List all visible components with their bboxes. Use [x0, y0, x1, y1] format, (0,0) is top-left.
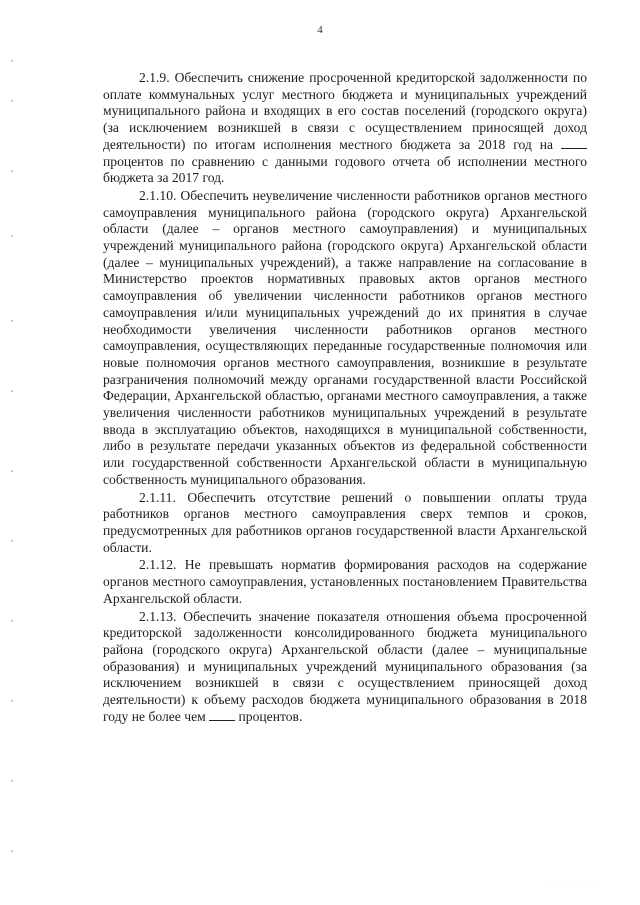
paragraph-2-1-13 — [103, 609, 587, 726]
paragraph-text: процентов. — [238, 708, 303, 724]
scan-footer-marks: · · · · · · · — [547, 883, 600, 891]
scan-margin-marks — [11, 60, 15, 860]
paragraph-text: процентов по сравнению с данными годового отчета об исполнении местного бюджета за 2017 год. — [103, 153, 587, 186]
paragraph-text: 2.1.9. Обеспечить снижение просроченной кредиторской задолженности по оплате коммунальных услуг местного бюджета и муниципальных учреждений муниципального района и входящих в его состав поселений (городского округа) (за исключением возникшей в связи с осуществлением приносящей доход деятельности) по итогам исполнения местного бюджета за 2018 год на — [103, 70, 587, 152]
document-body — [103, 70, 587, 725]
paragraph-2-1-12: 2.1.12. Не превышать норматив формирования расходов на содержание органов местного самоуправления, установленных постановлением Правительства Архангельской области. — [103, 557, 587, 606]
fill-in-blank — [561, 137, 587, 149]
paragraph-2-1-10: 2.1.10. Обеспечить неувеличение численности работников органов местного самоуправления муниципального района (городского округа) Архангельской области (далее – органов местного самоуправления) и муниципальных учреждений муниципального района (городского округа) Архангельской области (далее – муниципальных учреждений), а также направление на согласование в Министерство проектов нормативных правовых актов органов местного самоуправления об увеличении численности работников органов местного самоуправления и/или муниципальных учреждений до их принятия в случае необходимости увеличения численности работников органов местного самоуправления, осуществляющих переданные государственные полномочия или новые полномочия органов местного самоуправления, возникшие в результате разграничения полномочий между органами государственной власти Российской Федерации, Архангельской областью, органами местного самоуправления, а также увеличения численности работников муниципальных учреждений в результате ввода в эксплуатацию объектов, находящихся в муниципальной собственности, либо в результате передачи указанных объектов из федеральной собственности или государственной собственности Архангельской области в муниципальную собственность муниципального образования. — [103, 187, 587, 487]
paragraph-2-1-9 — [103, 70, 587, 187]
paragraph-text: 2.1.13. Обеспечить значение показателя отношения объема просроченной кредиторской задолженности консолидированного бюджета муниципального района (городского округа) Архангельской области (далее – муниципальные образования) и муниципальных учреждений муниципального образования (за исключением возникшей в связи с осуществлением приносящей доход деятельности) к объему расходов бюджета муниципального образования в 2018 году не более чем — [103, 608, 587, 724]
page-number: 4 — [317, 24, 323, 36]
paragraph-2-1-11: 2.1.11. Обеспечить отсутствие решений о повышении оплаты труда работников органов местного самоуправления сверх темпов и сроков, предусмотренных для работников органов государственной власти Архангельской области. — [103, 489, 587, 555]
fill-in-blank — [209, 709, 235, 721]
